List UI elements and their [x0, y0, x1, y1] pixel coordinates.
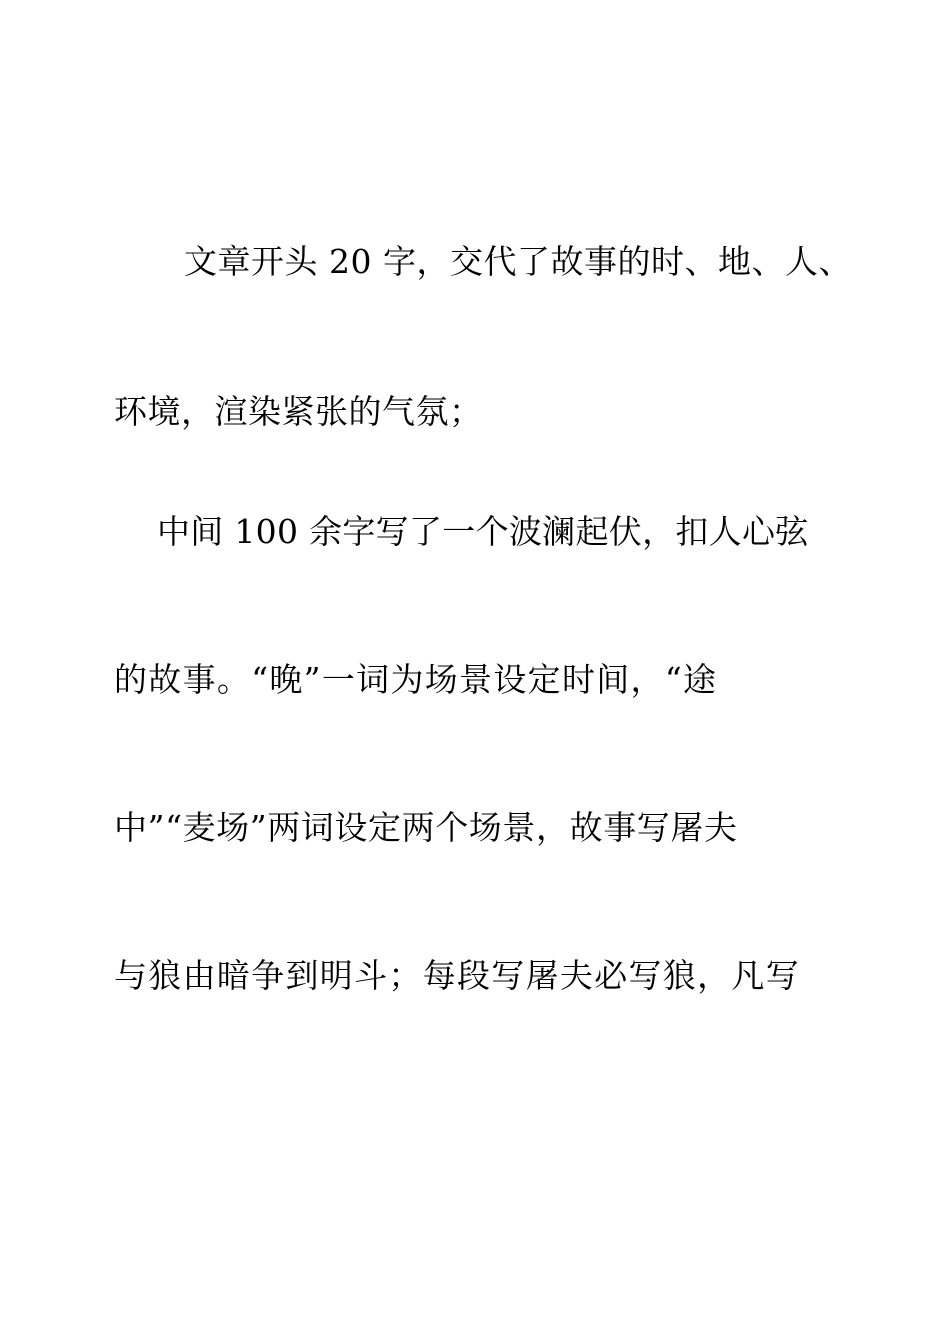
paragraph-2-line-1: 中间 100 余字写了一个波澜起伏，扣人心弦: [157, 512, 809, 551]
paragraph-1-line-2: 环境，渲染紧张的气氛；: [114, 392, 483, 431]
paragraph-2-line-4: 与狼由暗争到明斗；每段写屠夫必写狼，凡写: [114, 956, 800, 995]
paragraph-1-line-1: 文章开头 20 字，交代了故事的时、地、人、: [184, 242, 852, 281]
paragraph-2-line-2: 的故事。“晚”一词为场景设定时间，“途: [114, 660, 718, 699]
paragraph-2-line-3: 中”“麦场”两词设定两个场景，故事写屠夫: [114, 808, 738, 847]
